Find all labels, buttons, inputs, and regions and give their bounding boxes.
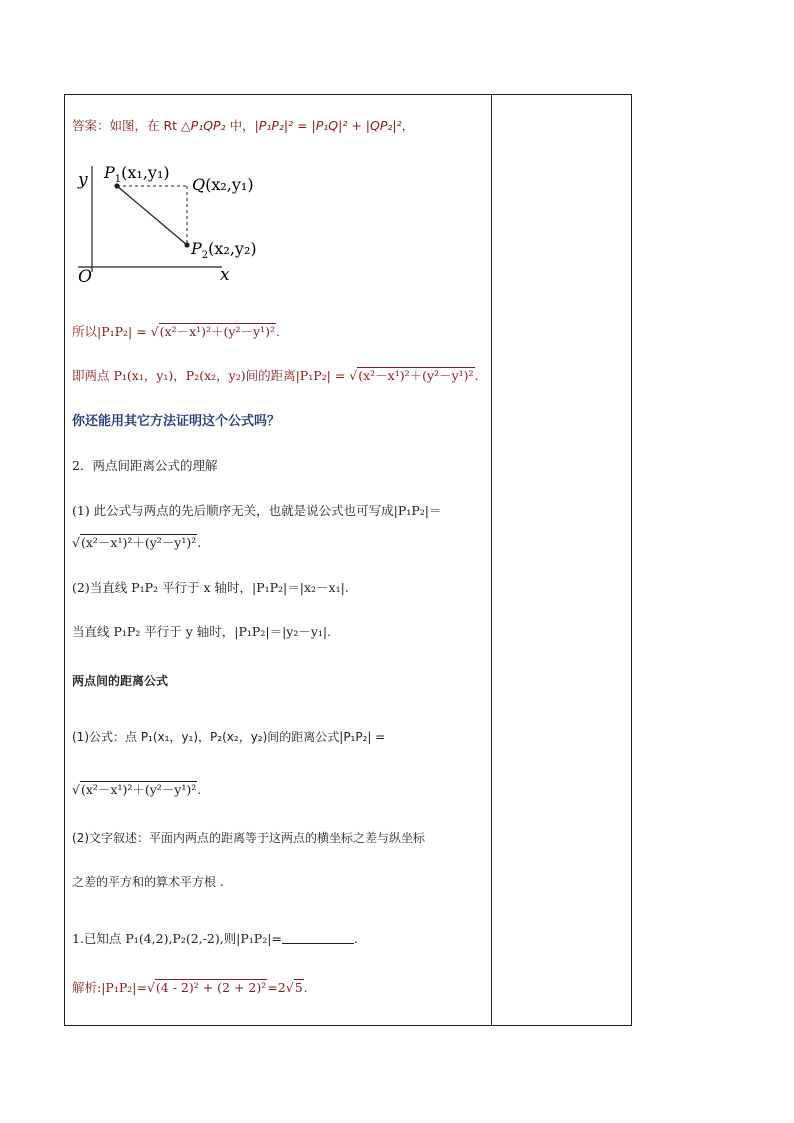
answer-label: 答案 — [72, 118, 98, 133]
section2-item2: (2)当直线 P₁P₂ 平行于 x 轴时，|P₁P₂|＝|x₂－x₁|. — [72, 580, 349, 595]
answer-intro: ：如图，在 Rt △ — [97, 118, 191, 133]
answer-end: ， — [401, 118, 415, 133]
answer-middle: 中， — [225, 118, 255, 133]
exercise-solution-end: . — [303, 980, 308, 995]
summary-heading: 两点间的距离公式 — [72, 674, 169, 688]
derivation-so-formula: (x²－x¹)²＋(y²－y¹)² — [159, 324, 275, 339]
derivation-conclusion-formula: (x²－x¹)²＋(y²－y¹)² — [358, 368, 474, 383]
exercise-solution-result: =2 — [267, 980, 286, 995]
summary-formula: √(x²－x¹)²＋(y²－y¹)². — [72, 782, 202, 797]
point-p2 — [184, 242, 189, 247]
exercise-solution-prefix: 解析:|P₁P₂|= — [72, 980, 147, 995]
exercise-answer-blank — [282, 931, 354, 944]
summary-formula-root: (x²－x¹)²＋(y²－y¹)² — [80, 782, 197, 797]
summary-narrative-line1: (2)文字叙述：平面内两点的距离等于这两点的横坐标之差与纵坐标 — [72, 831, 426, 845]
exercise-prompt — [72, 929, 358, 947]
section2-item1-formula: (x²－x¹)²＋(y²－y¹)² — [80, 535, 197, 550]
answer-triangle: P₁QP₂ — [190, 118, 226, 133]
y-axis-label: y — [78, 170, 88, 190]
summary-formula-suffix: . — [197, 782, 202, 797]
origin-label: O — [78, 267, 92, 283]
column-divider — [491, 94, 492, 1026]
derivation-so: 所以|P₁P₂| = √(x²－x¹)²＋(y²－y¹)². — [72, 324, 280, 339]
section2-item1-line1: (1) 此公式与两点的先后顺序无关，也就是说公式也可写成|P₁P₂|＝ — [72, 503, 442, 518]
segment-p1-p2 — [117, 186, 187, 245]
section2-item3: 当直线 P₁P₂ 平行于 y 轴时，|P₁P₂|＝|y₂－y₁|. — [72, 624, 332, 639]
section2-item1-line2: √(x²－x¹)²＋(y²－y¹)². — [72, 535, 202, 550]
summary-narrative-line2: 之差的平方和的算术平方根 . — [72, 875, 224, 889]
derivation-so-prefix: 所以|P₁P₂| = — [72, 324, 151, 339]
exercise-solution-radicand: (4 - 2)² + (2 + 2)² — [155, 980, 267, 995]
derivation-conclusion-prefix: 即两点 P₁(x₁，y₁)，P₂(x₂，y₂)间的距离|P₁P₂| = — [72, 368, 350, 383]
exercise-prompt-suffix: . — [353, 931, 358, 946]
section2-item1-suffix: . — [197, 535, 202, 550]
derivation-conclusion-suffix: . — [474, 368, 479, 383]
p2-label: $P_2(x_2,y_2)$ — [191, 239, 257, 261]
exercise-prompt-text: 1.已知点 P₁(4,2),P₂(2,-2),则|P₁P₂|= — [72, 931, 282, 946]
question-text: 你还能用其它方法证明这个公式吗？ — [72, 414, 281, 429]
answer-line — [72, 116, 414, 134]
summary-formula-line: (1)公式：点 P₁(x₁，y₁)，P₂(x₂，y₂)间的距离公式|P₁P₂| = — [72, 730, 386, 744]
exercise-solution-root: 5 — [294, 980, 303, 995]
exercise-solution: 解析:|P₁P₂|=√(4 - 2)² + (2 + 2)²=2√5. — [72, 980, 308, 995]
q-label: Q(x₂,y₁) — [192, 175, 254, 194]
answer-pythagorean: |P₁P₂|² = |P₁Q|² + |QP₂|² — [254, 118, 402, 133]
x-axis-label: x — [220, 265, 230, 283]
derivation-so-suffix: . — [275, 324, 280, 339]
p1-label: $P_1(x_1,y_1)$ — [104, 163, 170, 185]
section2-heading: 2．两点间距离公式的理解 — [72, 458, 218, 473]
derivation-conclusion: 即两点 P₁(x₁，y₁)，P₂(x₂，y₂)间的距离|P₁P₂| = √(x²－x¹)²＋(y²－y¹)². — [72, 368, 479, 383]
coordinate-figure — [72, 158, 272, 283]
